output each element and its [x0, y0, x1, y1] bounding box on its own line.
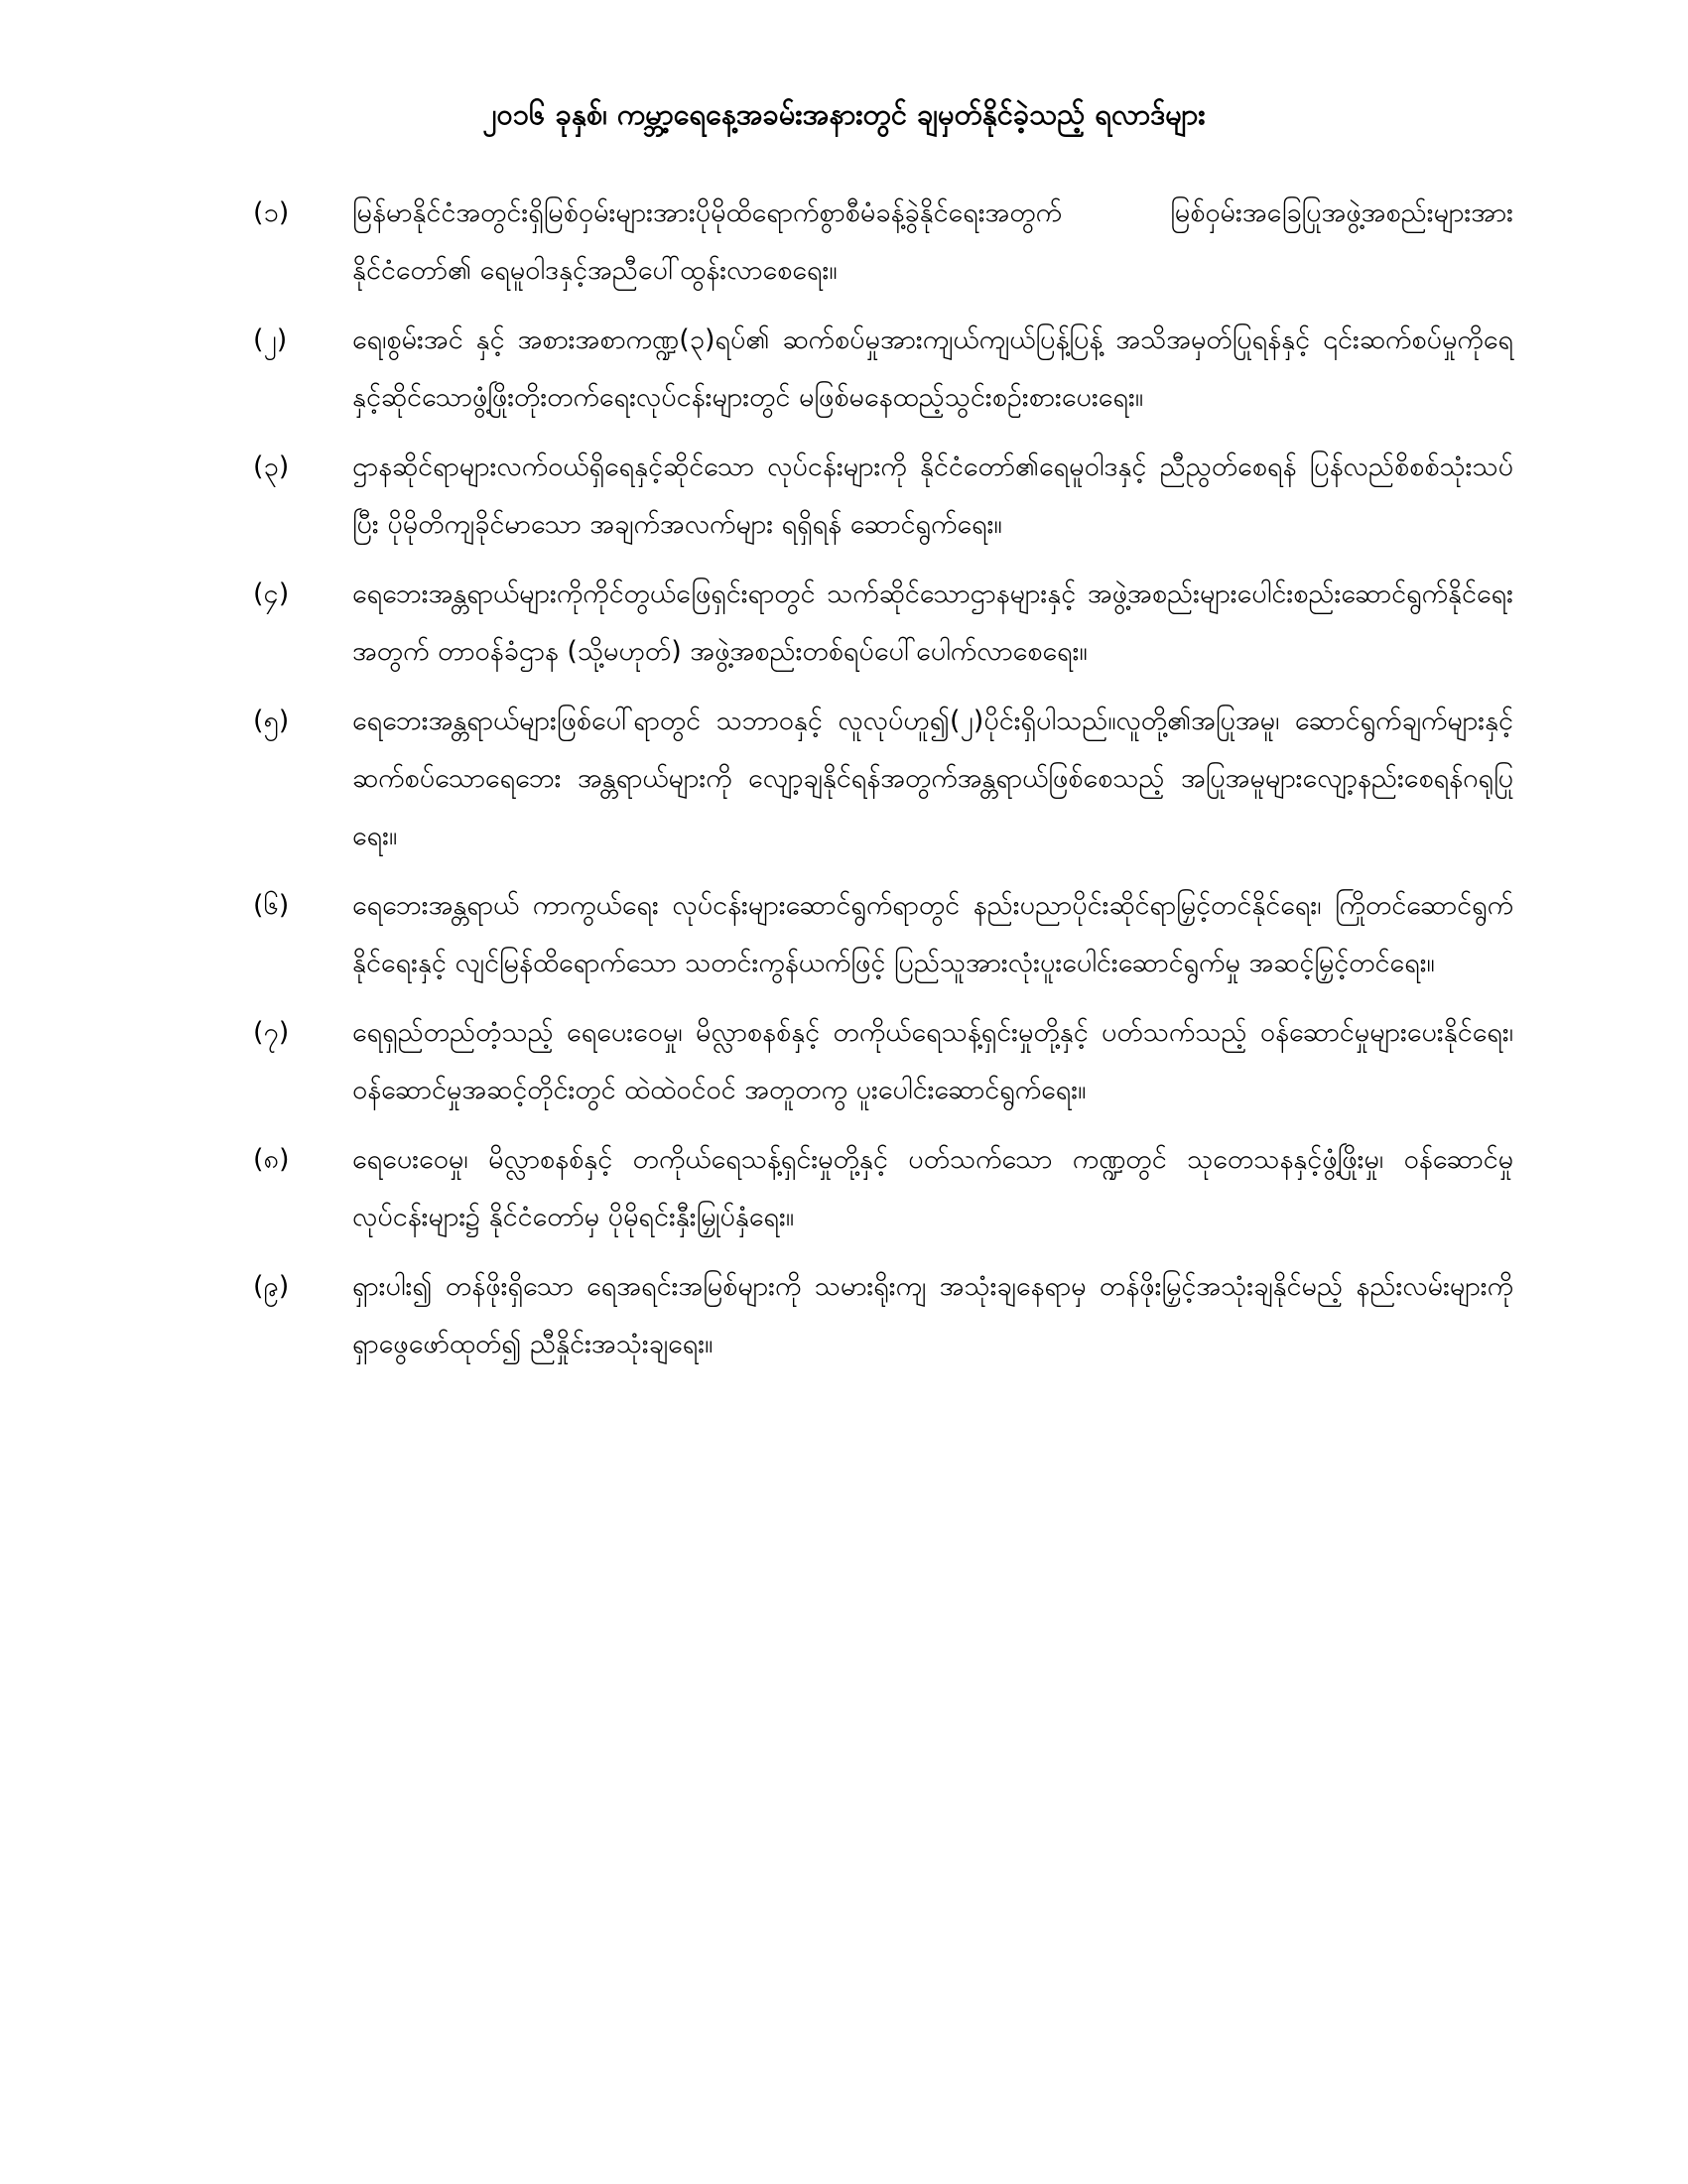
list-item: [253, 1258, 1513, 1373]
item-number: (၆): [253, 890, 290, 921]
item-text: ရေပေးဝေမှု၊ မိလ္လာစနစ်နှင့် တကိုယ်ရေသန့်ရှင်းမှုတို့နှင့် ပတ်သက်သော ကဏ္ဍတွင် သုတေသနနှင့်ဖွံ့ဖြိုးမှု၊ ဝန်ဆောင်မှု လုပ်ငန်းများ၌ နိုင်ငံတော်မှ ပိုမိုရင်းနှီးမြှုပ်နှံရေး။: [352, 1144, 1513, 1232]
list-item: [253, 566, 1513, 681]
list-item: [253, 312, 1513, 427]
list-item: [253, 1131, 1513, 1246]
item-text: မြန်မာနိုင်ငံအတွင်းရှိမြစ်ဝှမ်းများအားပိုမိုထိရောက်စွာစီမံခန့်ခွဲနိုင်ရေးအတွက် မြစ်ဝှမ်းအခြေပြုအဖွဲ့အစည်းများအားနိုင်ငံတော်၏ ရေမူဝါဒနှင့်အညီပေါ်ထွန်းလာစေရေး။: [352, 197, 1513, 286]
item-number: (၈): [253, 1144, 290, 1175]
item-number: (၇): [253, 1017, 290, 1048]
document-title: ၂၀၁၆ ခုနှစ်၊ ကမ္ဘာ့ရေနေ့အခမ်းအနားတွင် ချမှတ်နိုင်ခဲ့သည့် ရလာဒ်များ: [482, 97, 1206, 131]
item-number: (၂): [253, 324, 288, 355]
list-item: [253, 185, 1513, 300]
item-text: ရေဘေးအန္တရာယ်များဖြစ်ပေါ်ရာတွင် သဘာဝနှင့် လူလုပ်ဟူ၍(၂)ပိုင်းရှိပါသည်။လူတို့၏အပြုအမူ၊ ဆောင်ရွက်ချက်များနှင့် ဆက်စပ်သောရေဘေး အန္တရာယ်များကို လျော့ချနိုင်ရန်အတွက်အန္တရာယ်ဖြစ်စေသည့် အပြုအမူများလျော့နည်းစေရန်ဂရုပြုရေး။: [352, 706, 1513, 851]
list-item: [253, 439, 1513, 554]
resolution-list: [253, 185, 1513, 1385]
item-number: (၅): [253, 706, 290, 736]
item-number: (၃): [253, 451, 290, 482]
item-text: ရေ၊စွမ်းအင် နှင့် အစားအစာကဏ္ဍ(၃)ရပ်၏ ဆက်စပ်မှုအားကျယ်ကျယ်ပြန့်ပြန့် အသိအမှတ်ပြုရန်နှင့် ၎င်းဆက်စပ်မှုကိုရေနှင့်ဆိုင်သောဖွံ့ဖြိုးတိုးတက်ရေးလုပ်ငန်းများတွင် မဖြစ်မနေထည့်သွင်းစဉ်းစားပေးရေး။: [352, 324, 1513, 413]
list-item: [253, 877, 1513, 992]
item-number: (၁): [253, 197, 290, 228]
item-number: (၄): [253, 578, 290, 609]
item-number: (၉): [253, 1271, 290, 1302]
item-text: ရေဘေးအန္တရာယ် ကာကွယ်ရေး လုပ်ငန်းများဆောင်ရွက်ရာတွင် နည်းပညာပိုင်းဆိုင်ရာမြှင့်တင်နိုင်ရေး၊ ကြိုတင်ဆောင်ရွက်နိုင်ရေးနှင့် လျင်မြန်ထိရောက်သော သတင်းကွန်ယက်ဖြင့် ပြည်သူအားလုံးပူးပေါင်းဆောင်ရွက်မှု အဆင့်မြှင့်တင်ရေး။: [352, 890, 1513, 978]
item-text: ရေဘေးအန္တရာယ်များကိုကိုင်တွယ်ဖြေရှင်းရာတွင် သက်ဆိုင်သောဌာနများနှင့် အဖွဲ့အစည်းများပေါင်းစည်းဆောင်ရွက်နိုင်ရေးအတွက် တာဝန်ခံဌာန (သို့မဟုတ်) အဖွဲ့အစည်းတစ်ရပ်ပေါ်ပေါက်လာစေရေး။: [352, 578, 1513, 667]
item-text: ဌာနဆိုင်ရာများလက်ဝယ်ရှိရေနှင့်ဆိုင်သော လုပ်ငန်းများကို နိုင်ငံတော်၏ရေမူဝါဒနှင့် ညီညွတ်စေရန် ပြန်လည်စိစစ်သုံးသပ်ပြီး ပိုမိုတိကျခိုင်မာသော အချက်အလက်များ ရရှိရန် ဆောင်ရွက်ရေး။: [352, 451, 1513, 540]
list-item: [253, 1004, 1513, 1119]
item-text: ရေရှည်တည်တံ့သည့် ရေပေးဝေမှု၊ မိလ္လာစနစ်နှင့် တကိုယ်ရေသန့်ရှင်းမှုတို့နှင့် ပတ်သက်သည့် ဝန်ဆောင်မှုများပေးနိုင်ရေး၊ ဝန်ဆောင်မှုအဆင့်တိုင်းတွင် ထဲထဲဝင်ဝင် အတူတကွ ပူးပေါင်းဆောင်ရွက်ရေး။: [352, 1017, 1513, 1105]
list-item: [253, 693, 1513, 865]
item-text: ရှားပါး၍ တန်ဖိုးရှိသော ရေအရင်းအမြစ်များကို သမားရိုးကျ အသုံးချနေရာမှ တန်ဖိုးမြှင့်အသုံးချနိုင်မည့် နည်းလမ်းများကိုရှာဖွေဖော်ထုတ်၍ ညီနှိုင်းအသုံးချရေး။: [352, 1271, 1513, 1359]
